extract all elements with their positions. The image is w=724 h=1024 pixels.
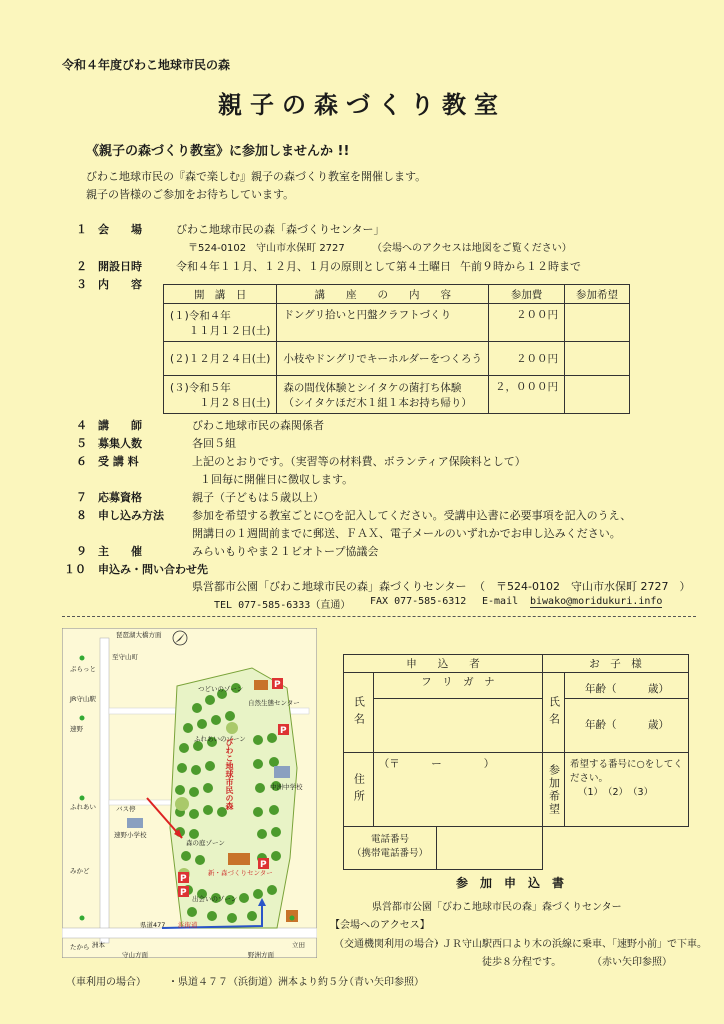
intro-headline: 《親子の森づくり教室》に参加しませんか !!: [86, 144, 350, 159]
item-value: びわこ地球市民の森関係者: [192, 419, 324, 432]
contact-org: 県営都市公園「びわこ地球市民の森」森づくりセンター: [192, 580, 467, 593]
form-phone-label-cell: [344, 827, 437, 869]
intro-line1: びわこ地球市民の『森で楽しむ』親子の森づくり教室を開催します。: [86, 170, 427, 183]
item-label: 募集人数: [98, 437, 142, 450]
item-label: 会 場: [98, 223, 142, 236]
contact-email-label: E-mail: [482, 596, 519, 607]
form-name-label: 氏名: [352, 695, 366, 730]
col-header: 参加費: [489, 285, 565, 304]
map-label: ふれあいのゾーン: [194, 735, 246, 743]
item-time: 午前９時から１２時まで: [460, 260, 581, 273]
item-label: 内 容: [98, 278, 142, 291]
map-label: 出会いのゾーン: [192, 895, 238, 903]
form-access-text: ・ＪＲ守山駅西口より木の浜線に乗車、「速野小前」で下車。: [432, 939, 707, 950]
form-access-walk: 徒歩８分程です。: [482, 957, 562, 968]
form-age-field-2[interactable]: 年齢（ 歳）: [564, 699, 688, 753]
form-name-field[interactable]: [373, 699, 542, 753]
item-value: 各回５組: [192, 437, 236, 450]
table-row: [164, 342, 630, 376]
course-content: ドングリ拾いと円盤クラフトづくり: [277, 304, 489, 342]
map-label: 自然生態センター: [248, 699, 300, 707]
item-num: ９: [76, 545, 87, 558]
svg-text:P: P: [180, 874, 187, 884]
item-num: ２: [76, 260, 87, 273]
map-label: みかど: [70, 867, 90, 875]
subtitle: 令和４年度びわこ地球市民の森: [62, 58, 231, 72]
table-row: [164, 376, 630, 414]
item-label: 開設日時: [98, 260, 142, 273]
item-label: 講 師: [98, 419, 142, 432]
map-label: 守山方面: [122, 951, 148, 959]
form-access-mode: （交通機関利用の場合）: [334, 939, 444, 950]
intro-line2: 親子の皆様のご参加をお待ちしています。: [86, 188, 295, 201]
map-label: 中洲中学校: [270, 783, 303, 791]
map-caption-car: （車利用の場合）: [66, 977, 146, 988]
form-phone-field[interactable]: [437, 827, 542, 869]
page-title: 親子の森づくり教室: [218, 91, 506, 119]
form-address-label: 住所: [352, 772, 366, 807]
course-date: (２)１２月２４日(土): [164, 342, 277, 376]
item-label: 受 講 料: [98, 455, 139, 468]
map-label: つどいのゾーン: [198, 685, 244, 693]
item-num: ６: [76, 455, 87, 468]
item-num: ７: [76, 491, 87, 504]
map-label: JR守山駅: [70, 695, 96, 703]
form-child-header: お 子 様: [543, 655, 689, 673]
table-row: [164, 304, 630, 342]
form-access-arrow: （赤い矢印参照）: [592, 957, 672, 968]
course-content: 小枝やドングリでキーホルダーをつくろう: [277, 342, 489, 376]
map-label: 速野小学校: [114, 831, 147, 839]
map-label: 洲本: [92, 941, 105, 949]
item-value: みらいもりやま２１ビオトープ協議会: [192, 545, 379, 558]
item-value: 参加を希望する教室ごとに○を記入してください。受講申込書に必要事項を記入のうえ、: [192, 509, 632, 522]
course-wish-cell[interactable]: [565, 304, 630, 342]
map-label: 至守山町: [112, 653, 138, 661]
map-label: ふれあい: [70, 803, 96, 811]
item-value: びわこ地球市民の森「森づくりセンター」: [176, 223, 385, 236]
form-wish-options: （1） （2） （3）: [577, 787, 654, 798]
item-num: ８: [76, 509, 87, 522]
course-table: [163, 284, 630, 414]
col-header: 参加希望: [565, 285, 630, 304]
access-map: [62, 628, 317, 958]
svg-text:P: P: [180, 888, 187, 898]
form-phone-label: 電話番号: [370, 834, 409, 845]
form-footer-org: 県営都市公園「びわこ地球市民の森」森づくりセンター: [372, 902, 622, 913]
map-label: ぷらっと: [70, 665, 96, 673]
application-form: [343, 654, 689, 870]
map-label: たから: [70, 943, 90, 951]
form-child-name-label: 氏名: [547, 695, 561, 730]
item-label: 申込み・問い合わせ先: [98, 563, 208, 576]
course-date2: １月２８日(土): [199, 396, 271, 409]
venue-note: （会場へのアクセスは地図をご覧ください）: [372, 243, 572, 254]
item-num: １: [76, 223, 87, 236]
contact-email-link[interactable]: biwako@moridukuri.info: [530, 596, 663, 607]
venue-address: 〒524-0102 守山市水保町 2727: [188, 243, 345, 254]
item-value: 親子（子どもは５歳以上）: [192, 491, 324, 504]
form-furigana: フ リ ガ ナ: [373, 673, 542, 699]
svg-text:P: P: [260, 860, 267, 870]
item-value2: 開講日の１週間前までに郵送、ＦＡＸ、電子メールのいずれかでお申し込みください。: [192, 527, 621, 540]
item-value2: １回毎に開催日に徴収します。: [200, 473, 354, 486]
svg-text:P: P: [280, 726, 287, 736]
course-date2: １１月１２日(土): [188, 324, 271, 337]
contact-address: （ 〒524-0102 守山市水保町 2727 ）: [474, 580, 691, 593]
form-access-title: 【会場へのアクセス】: [330, 920, 430, 931]
col-header: 講 座 の 内 容: [277, 285, 489, 304]
item-label: 申し込み方法: [98, 509, 164, 522]
col-header: 開 講 日: [164, 285, 277, 304]
map-label: 浜街道: [178, 921, 198, 929]
map-label: バス停: [116, 805, 136, 813]
map-label: びわこ地球市民の森: [225, 738, 234, 810]
item-num: １０: [64, 563, 86, 576]
form-wish-text: 希望する番号に○をしてく: [569, 759, 683, 770]
form-age-field[interactable]: 年齢（ 歳）: [564, 673, 688, 699]
map-label: 琵琶湖大橋方面: [116, 631, 162, 639]
map-graphic: [62, 628, 317, 958]
svg-text:P: P: [274, 680, 281, 690]
map-label: 野洲方面: [248, 951, 274, 959]
course-fee: ２００円: [489, 342, 565, 376]
form-wish-label: 参加希望: [547, 763, 561, 816]
contact-fax: FAX 077-585-6312: [370, 596, 467, 607]
contact-tel: TEL 077-585-6333（直通）: [214, 600, 351, 611]
map-label: 県道477: [140, 921, 166, 929]
map-label: 立田: [292, 941, 305, 949]
cut-line: [62, 616, 696, 617]
form-applicant-header: 申 込 者: [344, 655, 543, 673]
course-content2: （シイタケほだ木１組１本お持ち帰り）: [283, 396, 472, 409]
course-fee: ２，０００円: [489, 376, 565, 414]
item-value: 令和４年１１月、１２月、１月の原則として第４土曜日: [176, 260, 451, 273]
course-wish-cell[interactable]: [565, 376, 630, 414]
course-content: 森の間伐体験とシイタケの菌打ち体験: [283, 381, 462, 394]
map-caption-route: ・県道４７７（浜街道）洲本より約５分: [168, 977, 348, 988]
form-mobile-label: （携帯電話番号）: [351, 848, 428, 859]
item-value: 上記のとおりです。（実習等の材料費、ボランティア保険料として）: [192, 455, 526, 468]
form-address-field[interactable]: [373, 753, 542, 827]
item-num: ４: [76, 419, 87, 432]
course-date: (３)令和５年: [170, 381, 231, 394]
course-wish-cell[interactable]: [565, 342, 630, 376]
item-num: ５: [76, 437, 87, 450]
course-fee: ２００円: [489, 304, 565, 342]
item-num: ３: [76, 278, 87, 291]
map-label: 速野: [70, 725, 83, 733]
form-wish-text: ださい。: [569, 773, 608, 784]
map-label: 森の庭ゾーン: [186, 839, 225, 847]
map-caption-arrow: （青い矢印参照）: [344, 977, 424, 988]
item-label: 主 催: [98, 545, 142, 558]
form-postal: （〒 ー ）: [378, 758, 495, 770]
course-date: (１)令和４年: [170, 309, 231, 322]
form-wish-field[interactable]: [564, 753, 688, 827]
item-label: 応募資格: [98, 491, 142, 504]
map-label: 新・森づくりセンター: [208, 869, 273, 877]
form-title: 参 加 申 込 書: [456, 876, 565, 890]
